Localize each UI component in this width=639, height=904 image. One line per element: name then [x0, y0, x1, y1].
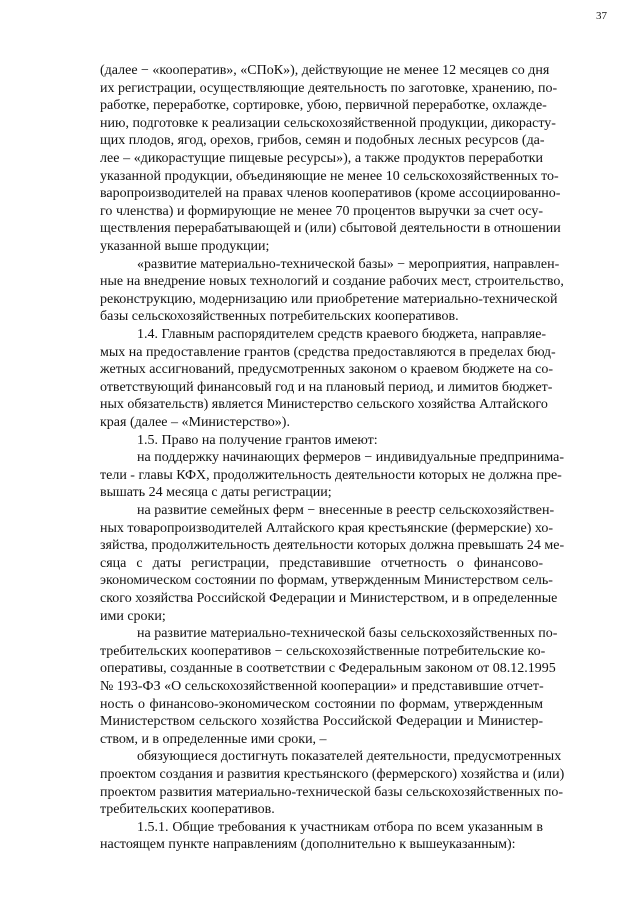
text-line: варопроизводителей на правах членов кооперативов (кроме ассоциированно- [100, 186, 561, 202]
text-line: оперативы, созданные в соответствии с Федеральным законом от 08.12.1995 [100, 661, 556, 677]
text-line: ность о финансово-экономическом состоянии по формам, утвержденным [100, 696, 543, 712]
text-line: ных товаропроизводителей Алтайского края крестьянские (фермерские) хо- [100, 520, 554, 536]
text-line: ского хозяйства Российской Федерации и Министерством, и в определенные [100, 591, 558, 606]
text-line: «развитие материально-технической базы» − мероприятия, направлен- [137, 256, 560, 272]
text-line: указанной выше продукции; [100, 239, 270, 254]
text-line: ством, и в определенные ими сроки, – [100, 731, 327, 747]
text-line: ими сроки; [100, 608, 166, 624]
text-line: № 193-ФЗ «О сельскохозяйственной кооперации» и представившие отчет- [100, 679, 544, 694]
text-line: на поддержку начинающих фермеров − индивидуальные предпринима- [137, 450, 565, 466]
text-line: го членства) и формирующие не менее 70 процентов выручки за счет осу- [100, 203, 543, 219]
text-line: требительских кооперативов. [100, 802, 275, 818]
text-line: жетных ассигнований, предусмотренных законом о краевом бюджете на со- [100, 362, 553, 378]
text-line: (далее − «кооператив», «СПоК»), действующие не менее 12 месяцев со дня [100, 63, 550, 78]
text-line: реконструкцию, модернизацию или приобретение материально-технической [100, 291, 558, 307]
text-line: края (далее – «Министерство»). [100, 415, 290, 430]
text-line: работке, переработке, сортировке, убою, первичной переработке, охлажде- [100, 98, 547, 114]
text-line: 1.4. Главным распорядителем средств краевого бюджета, направляе- [137, 327, 547, 342]
text-line: настоящем пункте направлениям (дополнительно к вышеуказанным): [100, 837, 516, 853]
text-line: лее – «дикорастущие пищевые ресурсы»), а также продуктов переработки [100, 151, 543, 166]
text-line: на развитие семейных ферм − внесенные в реестр сельскохозяйствен- [137, 503, 555, 518]
text-line: сяца с даты регистрации, представившие отчетность о финансово- [100, 555, 543, 571]
page-number: 37 [596, 10, 607, 22]
text-line: щих плодов, ягод, орехов, грибов, семян и подобных лесных ресурсов (да- [100, 133, 545, 149]
text-line: ные на внедрение новых технологий и создание рабочих мест, строительство, [100, 274, 564, 290]
text-line: Министерством сельского хозяйства Российской Федерации и Министер- [100, 714, 543, 730]
text-line: на развитие материально-технической базы сельскохозяйственных по- [137, 626, 558, 642]
text-line: 1.5. Право на получение грантов имеют: [137, 432, 378, 448]
text-line: тели - главы КФХ, продолжительность деятельности которых не должна пре- [100, 467, 562, 483]
text-line: требительских кооперативов − сельскохозяйственные потребительские ко- [100, 643, 546, 659]
text-line: указанной продукции, объединяющие не менее 10 сельскохозяйственных то- [100, 168, 559, 184]
text-line: базы сельскохозяйственных потребительских кооперативов. [100, 309, 459, 325]
text-line: вышать 24 месяца с даты регистрации; [100, 485, 332, 501]
text-line: нию, подготовке к реализации сельскохозяйственной продукции, дикорасту- [100, 115, 556, 131]
text-line: проектом создания и развития крестьянского (фермерского) хозяйства и (или) [100, 767, 565, 782]
text-line: ответствующий финансовый год и на плановый период, и лимитов бюджет- [100, 379, 553, 395]
text-line: зяйства, продолжительность деятельности которых должна превышать 24 ме- [100, 538, 565, 554]
text-line: проектом развития материально-технической базы сельскохозяйственных по- [100, 784, 563, 800]
text-line: их регистрации, осуществляющие деятельность по заготовке, хранению, по- [100, 80, 558, 96]
text-line: 1.5.1. Общие требования к участникам отбора по всем указанным в [137, 819, 543, 835]
text-line: экономическом состоянии по формам, утвержденным Министерством сель- [100, 573, 553, 589]
text-line: обязующиеся достигнуть показателей деятельности, предусмотренных [137, 749, 562, 765]
text-line: ществления перерабатывающей и (или) сбытовой деятельности в отношении [100, 221, 561, 237]
text-line: мых на предоставление грантов (средства предоставляются в пределах бюд- [100, 344, 556, 360]
text-line: ных обязательств) является Министерство сельского хозяйства Алтайского [100, 397, 548, 413]
